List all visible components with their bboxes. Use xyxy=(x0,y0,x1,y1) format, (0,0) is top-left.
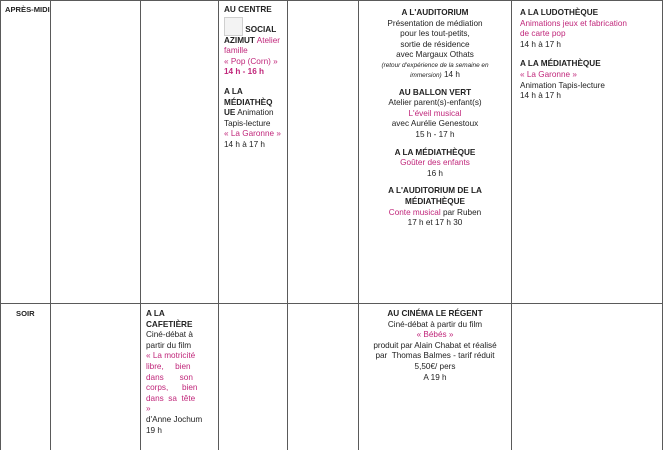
event-centre-social xyxy=(224,5,284,151)
event-author: d'Anne Jochum xyxy=(146,414,203,424)
event-description: avec Aurélie Genestoux xyxy=(391,119,479,129)
column-border xyxy=(50,0,51,450)
event-title: « La motricité xyxy=(146,351,196,361)
row-border xyxy=(0,303,663,304)
event-place: UE xyxy=(224,108,236,118)
row-border xyxy=(0,0,663,1)
row-label-soir: SOIR xyxy=(16,309,35,318)
event-description: sortie de résidence xyxy=(400,39,470,49)
event-column-middle xyxy=(360,8,510,229)
event-description: Présentation de médiation xyxy=(387,18,483,28)
event-title: « La Garonne » xyxy=(224,129,281,139)
event-place: MÉDIATHÈQUE xyxy=(405,196,465,206)
event-place: A L'AUDITORIUM DE LA xyxy=(388,186,482,196)
event-place: AU CENTRE xyxy=(224,5,272,14)
event-description: avec Margaux Othats xyxy=(396,50,474,60)
event-title: Goûter des enfants xyxy=(400,158,470,168)
event-price: 5,50€/ pers xyxy=(414,361,456,371)
event-title: dans sa tête xyxy=(146,393,196,403)
event-title: L'éveil musical xyxy=(408,108,462,118)
event-cinema xyxy=(360,309,510,383)
event-title: Conte musical xyxy=(388,207,441,217)
event-activity: famille xyxy=(224,46,248,56)
event-time: 16 h xyxy=(427,168,443,178)
column-border xyxy=(140,0,141,450)
event-column-right xyxy=(520,8,660,102)
event-time: 14 h à 17 h xyxy=(224,139,265,149)
event-place: AZIMUT xyxy=(224,35,255,45)
event-time: 15 h - 17 h xyxy=(415,129,455,139)
event-description: produit par Alain Chabat et réalisé xyxy=(373,340,497,350)
column-border xyxy=(287,0,288,450)
event-note: immersion) xyxy=(410,71,442,79)
event-place: AU CINÉMA LE RÉGENT xyxy=(387,309,483,318)
event-description: par Ruben xyxy=(442,207,482,217)
event-place: A LA LUDOTHÈQUE xyxy=(520,8,599,17)
event-time: 14 h à 17 h xyxy=(520,91,561,101)
event-place: A LA MÉDIATHÈQUE xyxy=(394,147,476,157)
event-place: SOCIAL xyxy=(245,25,277,35)
event-title: de carte pop xyxy=(520,29,566,39)
event-description: partir du film xyxy=(146,340,192,350)
event-place: A LA MÉDIATHÈQUE xyxy=(520,59,601,69)
event-time: 14 h xyxy=(443,69,460,79)
column-border xyxy=(358,0,359,450)
event-activity: Tapis-lecture xyxy=(224,118,271,128)
event-activity: Animation Tapis-lecture xyxy=(520,80,605,90)
event-time: 17 h et 17 h 30 xyxy=(407,218,463,228)
event-note: (retour d'expérience de la semaine en xyxy=(381,61,489,69)
event-description: Atelier parent(s)-enfant(s) xyxy=(388,98,482,108)
event-title: » xyxy=(146,404,151,414)
event-cafetiere xyxy=(146,309,214,436)
event-activity: Animation xyxy=(237,108,274,118)
column-border xyxy=(511,0,512,450)
image-placeholder xyxy=(224,17,243,36)
event-place: A L'AUDITORIUM xyxy=(401,8,469,17)
event-activity: Atelier xyxy=(256,35,280,45)
event-title: dans son xyxy=(146,372,193,382)
event-title: Animations jeux et fabrication xyxy=(520,18,627,28)
event-place: A LA xyxy=(224,86,243,96)
event-title: libre, bien xyxy=(146,361,191,371)
event-time: 14 h à 17 h xyxy=(520,39,561,49)
event-description: Ciné-débat à xyxy=(146,330,193,340)
event-description: Ciné-débat à partir du film xyxy=(387,319,483,329)
event-description: par Thomas Balmes - tarif réduit xyxy=(375,351,495,361)
event-title: « Pop (Corn) » xyxy=(224,56,278,66)
event-place: CAFETIÈRE xyxy=(146,319,193,329)
event-place: MÉDIATHÈQ xyxy=(224,97,273,107)
event-description: pour les tout-petits, xyxy=(400,29,470,39)
event-time: 19 h xyxy=(146,425,162,435)
column-border xyxy=(218,0,219,450)
event-time: A 19 h xyxy=(423,372,447,382)
row-label-apres-midi: APRÈS-MIDI xyxy=(5,5,50,14)
event-place: AU BALLON VERT xyxy=(398,87,472,97)
event-place: A LA xyxy=(146,309,165,318)
event-title: « La Garonne » xyxy=(520,69,577,79)
event-title: « Bébés » xyxy=(416,330,454,340)
column-border xyxy=(0,0,1,450)
event-time: 14 h - 16 h xyxy=(224,67,265,77)
event-title: corps, bien xyxy=(146,383,198,393)
